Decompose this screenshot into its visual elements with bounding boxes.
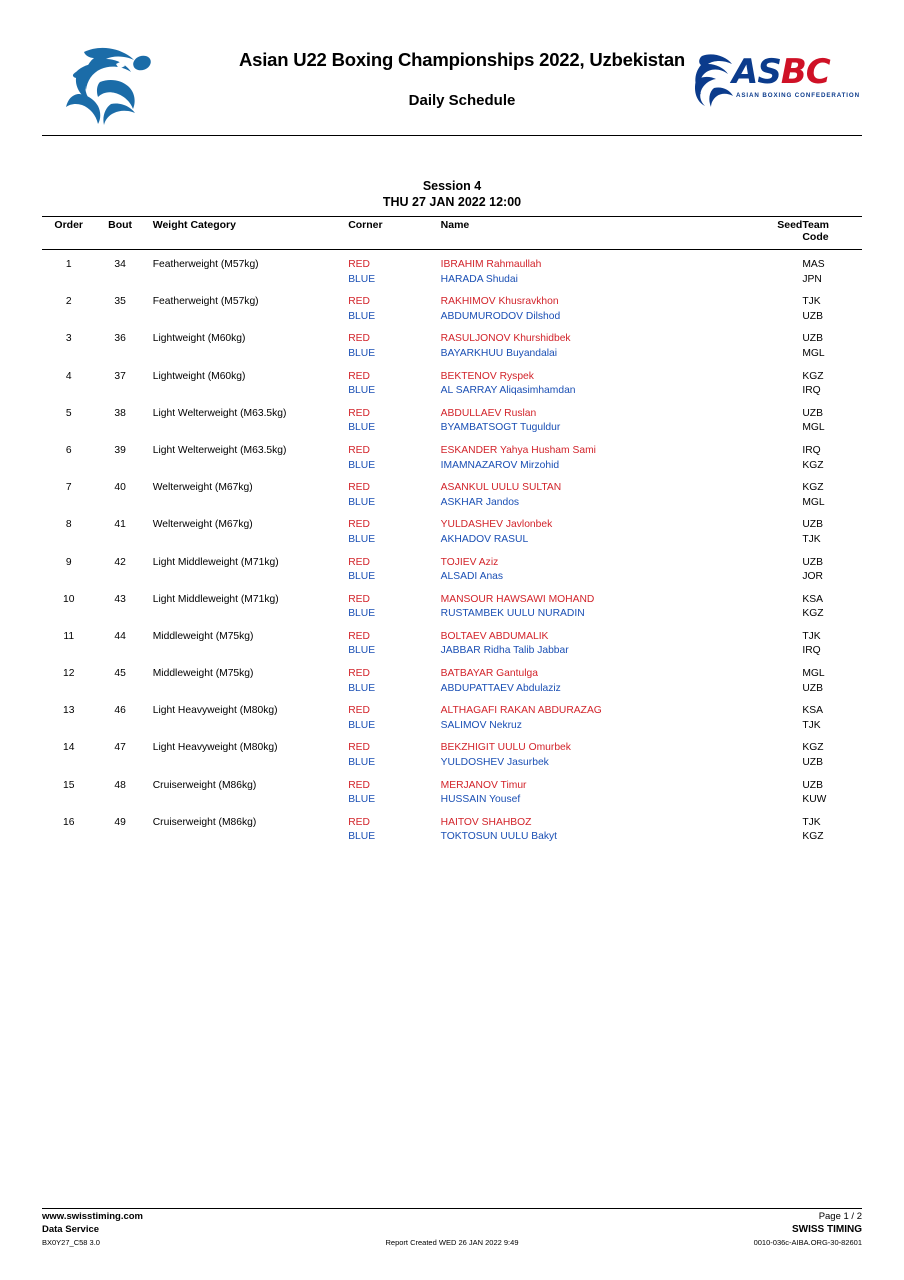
column-header-team-code (802, 217, 862, 250)
seed-red (739, 370, 803, 385)
team-code-red: KGZ (802, 370, 824, 382)
session-datetime: THU 27 JAN 2022 12:00 (382, 195, 522, 209)
team-code-red: UZB (802, 407, 823, 419)
column-header-bout: Bout (95, 217, 144, 250)
corner-blue-label: BLUE (348, 682, 376, 694)
corner-red-label: RED (348, 742, 370, 754)
boxer-name-red: ALTHAGAFI RAKAN ABDURAZAG (440, 705, 602, 717)
corner-red-label: RED (348, 259, 370, 270)
table-row (42, 585, 862, 622)
cell-bout: 39 (114, 444, 126, 456)
cell-bout: 41 (114, 519, 126, 531)
cell-name (441, 250, 739, 288)
cell-seed (739, 287, 803, 324)
cell-order: 11 (63, 630, 75, 642)
seed-blue (739, 719, 803, 734)
cell-corner (348, 771, 440, 808)
seed-red (739, 518, 803, 533)
boxer-name-red: IBRAHIM Rahmaullah (440, 259, 542, 270)
team-code-blue: MGL (802, 496, 825, 508)
cell-bout: 48 (114, 779, 126, 791)
corner-red-label: RED (348, 519, 370, 531)
boxer-name-blue: SALIMOV Nekruz (440, 719, 522, 731)
seed-red (739, 332, 803, 347)
boxer-name-blue: IMAMNAZAROV Mirzohid (440, 459, 560, 471)
table-row (42, 548, 862, 585)
team-code-red: MAS (802, 259, 825, 270)
boxer-name-blue: ASKHAR Jandos (440, 496, 520, 508)
cell-team-code (802, 771, 862, 808)
session-name: Session 4 (422, 179, 482, 193)
corner-blue-label: BLUE (348, 831, 376, 843)
cell-seed (739, 659, 803, 696)
cell-bout: 35 (114, 296, 126, 308)
seed-blue (739, 384, 803, 399)
cell-team-code (802, 287, 862, 324)
corner-red-label: RED (348, 482, 370, 494)
cell-name (441, 287, 739, 324)
boxer-name-red: RAKHIMOV Khusravkhon (440, 296, 559, 308)
team-code-red: KGZ (802, 742, 824, 754)
cell-seed (739, 510, 803, 547)
cell-order: 13 (62, 705, 75, 717)
column-header-corner: Corner (348, 217, 440, 250)
table-row (42, 287, 862, 324)
team-code-blue: IRQ (802, 645, 821, 657)
table-row (42, 362, 862, 399)
cell-weight-category: Lightweight (M60kg) (152, 370, 246, 382)
corner-blue-label: BLUE (348, 719, 376, 731)
cell-team-code (802, 696, 862, 733)
corner-blue-label: BLUE (348, 459, 376, 471)
cell-corner (348, 436, 440, 473)
cell-seed (739, 473, 803, 510)
cell-seed (739, 585, 803, 622)
cell-seed (739, 436, 803, 473)
team-code-red: TJK (802, 816, 821, 828)
cell-weight-category: Cruiserweight (M86kg) (152, 816, 257, 828)
cell-order: 8 (65, 519, 72, 531)
corner-blue-label: BLUE (348, 608, 376, 620)
cell-order: 2 (65, 296, 72, 308)
footer-brand: SWISS TIMING (792, 1224, 862, 1235)
asbc-letter-a: A (732, 52, 758, 92)
team-code-blue: KUW (802, 794, 827, 806)
seed-red (739, 258, 803, 273)
boxer-name-blue: JABBAR Ridha Talib Jabbar (440, 645, 569, 657)
corner-blue-label: BLUE (348, 794, 376, 806)
team-code-blue: KGZ (802, 459, 824, 471)
cell-order: 12 (62, 668, 75, 680)
table-row (42, 808, 862, 845)
table-row (42, 659, 862, 696)
team-code-blue: JOR (802, 571, 823, 583)
cell-corner (348, 324, 440, 361)
boxer-name-red: BOLTAEV ABDUMALIK (440, 630, 549, 642)
cell-name (441, 510, 739, 547)
cell-weight-category: Featherweight (M57kg) (152, 259, 259, 270)
boxer-name-blue: YULDOSHEV Jasurbek (440, 757, 549, 769)
footer-page-number: Page 1 / 2 (818, 1211, 862, 1222)
table-row (42, 399, 862, 436)
cell-team-code (802, 436, 862, 473)
team-code-red: UZB (802, 556, 823, 568)
boxer-name-blue: ABDUMURODOV Dilshod (440, 310, 561, 322)
cell-seed (739, 808, 803, 845)
cell-team-code (802, 324, 862, 361)
cell-seed (739, 696, 803, 733)
cell-weight-category: Light Heavyweight (M80kg) (152, 742, 278, 754)
boxer-name-blue: RUSTAMBEK UULU NURADIN (440, 608, 585, 620)
corner-red-label: RED (348, 407, 370, 419)
cell-corner (348, 622, 440, 659)
seed-red (739, 779, 803, 794)
cell-name (441, 733, 739, 770)
cell-team-code (802, 399, 862, 436)
cell-team-code (802, 362, 862, 399)
team-code-red: UZB (802, 779, 823, 791)
table-header-row (42, 217, 862, 250)
team-code-red: KSA (802, 705, 823, 717)
team-code-blue: KGZ (802, 831, 824, 843)
cell-team-code (802, 733, 862, 770)
header-divider (42, 135, 862, 136)
seed-blue (739, 607, 803, 622)
boxer-name-red: ESKANDER Yahya Husham Sami (440, 444, 596, 456)
boxer-name-red: MERJANOV Timur (440, 779, 527, 791)
cell-team-code (802, 659, 862, 696)
corner-red-label: RED (348, 444, 370, 456)
cell-bout: 40 (114, 482, 126, 494)
cell-seed (739, 250, 803, 288)
cell-weight-category: Middleweight (M75kg) (152, 668, 254, 680)
seed-blue (739, 347, 803, 362)
corner-red-label: RED (348, 668, 370, 680)
column-header-weight-category: Weight Category (145, 217, 348, 250)
team-code-blue: TJK (802, 719, 821, 731)
boxer-name-red: MANSOUR HAWSAWI MOHAND (440, 593, 595, 605)
seed-blue (739, 570, 803, 585)
schedule-table (42, 216, 862, 845)
cell-bout: 47 (114, 742, 126, 754)
cell-seed (739, 399, 803, 436)
header-title-block (182, 48, 742, 110)
boxer-name-red: TOJIEV Aziz (440, 556, 499, 568)
cell-bout: 44 (114, 630, 126, 642)
footer-doc-code: BX0Y27_C58 3.0 (42, 1238, 100, 1247)
table-row (42, 473, 862, 510)
team-code-red: UZB (802, 519, 823, 531)
cell-name (441, 585, 739, 622)
footer-divider (42, 1208, 862, 1209)
boxer-name-red: BEKZHIGIT UULU Omurbek (440, 742, 571, 754)
seed-blue (739, 496, 803, 511)
boxer-name-red: ASANKUL UULU SULTAN (440, 482, 562, 494)
cell-bout: 46 (114, 705, 126, 717)
table-row (42, 771, 862, 808)
cell-order: 5 (65, 407, 72, 419)
boxer-name-blue: AL SARRAY Aliqasimhamdan (440, 385, 576, 397)
team-code-blue: KGZ (802, 608, 824, 620)
cell-corner (348, 250, 440, 288)
cell-team-code (802, 473, 862, 510)
asbc-wordmark (732, 54, 830, 90)
cell-order: 1 (65, 259, 72, 270)
team-code-red: IRQ (802, 444, 821, 456)
cell-name (441, 696, 739, 733)
team-code-blue: JPN (802, 273, 822, 285)
seed-blue (739, 682, 803, 697)
cell-corner (348, 585, 440, 622)
cell-corner (348, 808, 440, 845)
cell-weight-category: Welterweight (M67kg) (152, 519, 253, 531)
boxer-name-blue: ABDUPATTAEV Abdulaziz (440, 682, 561, 694)
cell-name (441, 548, 739, 585)
corner-red-label: RED (348, 556, 370, 568)
team-code-blue: MGL (802, 347, 825, 359)
corner-red-label: RED (348, 630, 370, 642)
team-code-red: TJK (802, 630, 821, 642)
corner-blue-label: BLUE (348, 757, 376, 769)
cell-weight-category: Light Middleweight (M71kg) (152, 593, 279, 605)
column-header-order: Order (42, 217, 95, 250)
seed-red (739, 704, 803, 719)
asbc-logo-icon (692, 52, 862, 110)
boxer-name-blue: AKHADOV RASUL (440, 533, 529, 545)
corner-blue-label: BLUE (348, 533, 376, 545)
cell-bout: 49 (114, 816, 126, 828)
seed-red (739, 741, 803, 756)
cell-bout: 38 (114, 407, 126, 419)
column-header-seed: Seed (739, 217, 803, 250)
team-code-red: KSA (802, 593, 823, 605)
cell-name (441, 399, 739, 436)
boxer-name-blue: TOKTOSUN UULU Bakyt (440, 831, 557, 843)
seed-red (739, 481, 803, 496)
boxer-name-blue: HUSSAIN Yousef (440, 794, 521, 806)
cell-weight-category: Welterweight (M67kg) (152, 482, 253, 494)
cell-team-code (802, 510, 862, 547)
table-row (42, 622, 862, 659)
corner-red-label: RED (348, 816, 370, 828)
team-code-blue: UZB (802, 310, 823, 322)
team-code-red: KGZ (802, 482, 824, 494)
cell-corner (348, 696, 440, 733)
cell-corner (348, 548, 440, 585)
footer-ref-code: 0010-036c-AIBA.ORG-30-82601 (753, 1238, 862, 1247)
corner-red-label: RED (348, 333, 370, 345)
cell-seed (739, 362, 803, 399)
cell-bout: 43 (114, 593, 126, 605)
corner-blue-label: BLUE (348, 273, 376, 285)
table-row (42, 510, 862, 547)
cell-bout: 42 (114, 556, 126, 568)
asbc-letter-b: B (780, 52, 806, 92)
cell-order: 15 (62, 779, 75, 791)
boxer-name-blue: ALSADI Anas (440, 571, 504, 583)
table-row (42, 250, 862, 288)
cell-name (441, 324, 739, 361)
championship-emblem-icon (56, 42, 166, 132)
seed-red (739, 630, 803, 645)
cell-weight-category: Light Heavyweight (M80kg) (152, 705, 278, 717)
cell-order: 7 (65, 482, 72, 494)
document-header (42, 26, 862, 136)
team-code-red: MGL (802, 668, 825, 680)
cell-weight-category: Featherweight (M57kg) (152, 296, 259, 308)
column-header-name: Name (441, 217, 739, 250)
seed-red (739, 593, 803, 608)
cell-name (441, 473, 739, 510)
seed-blue (739, 830, 803, 845)
cell-corner (348, 399, 440, 436)
seed-blue (739, 273, 803, 288)
corner-red-label: RED (348, 593, 370, 605)
cell-bout: 34 (114, 259, 126, 270)
cell-corner (348, 362, 440, 399)
cell-team-code (802, 808, 862, 845)
cell-order: 6 (65, 444, 72, 456)
cell-weight-category: Lightweight (M60kg) (152, 333, 246, 345)
footer-data-service: Data Service (42, 1224, 100, 1235)
session-block (0, 178, 904, 210)
cell-team-code (802, 622, 862, 659)
cell-name (441, 808, 739, 845)
cell-bout: 45 (114, 668, 126, 680)
page-subtitle: Daily Schedule (408, 92, 516, 109)
seed-blue (739, 310, 803, 325)
seed-red (739, 667, 803, 682)
schedule-table-wrap (42, 216, 862, 845)
cell-bout: 37 (114, 370, 126, 382)
column-header-team-line2: Code (802, 230, 829, 243)
cell-weight-category: Middleweight (M75kg) (152, 630, 254, 642)
cell-corner (348, 287, 440, 324)
team-code-red: UZB (802, 333, 823, 345)
boxer-name-blue: BYAMBATSOGT Tuguldur (440, 422, 561, 434)
cell-order: 9 (65, 556, 72, 568)
corner-blue-label: BLUE (348, 310, 376, 322)
seed-blue (739, 644, 803, 659)
cell-seed (739, 771, 803, 808)
boxer-name-red: RASULJONOV Khurshidbek (440, 333, 571, 345)
corner-blue-label: BLUE (348, 385, 376, 397)
seed-blue (739, 421, 803, 436)
cell-order: 4 (65, 370, 72, 382)
table-body (42, 250, 862, 846)
footer-website[interactable]: www.swisstiming.com (42, 1211, 144, 1222)
asbc-letter-c: C (805, 52, 830, 92)
cell-seed (739, 622, 803, 659)
corner-red-label: RED (348, 370, 370, 382)
boxer-name-red: YULDASHEV Javlonbek (440, 519, 553, 531)
corner-blue-label: BLUE (348, 422, 376, 434)
table-header (42, 217, 862, 250)
boxer-name-blue: HARADA Shudai (440, 273, 518, 285)
cell-order: 3 (65, 333, 72, 345)
cell-weight-category: Light Welterweight (M63.5kg) (152, 407, 287, 419)
cell-name (441, 771, 739, 808)
corner-blue-label: BLUE (348, 496, 376, 508)
team-code-blue: MGL (802, 422, 825, 434)
cell-team-code (802, 585, 862, 622)
seed-blue (739, 793, 803, 808)
cell-corner (348, 733, 440, 770)
footer-report-created: Report Created WED 26 JAN 2022 9:49 (385, 1238, 519, 1247)
cell-team-code (802, 548, 862, 585)
cell-order: 10 (62, 593, 75, 605)
cell-seed (739, 548, 803, 585)
team-code-blue: TJK (802, 533, 821, 545)
seed-red (739, 407, 803, 422)
cell-weight-category: Light Welterweight (M63.5kg) (152, 444, 287, 456)
boxer-name-red: ABDULLAEV Ruslan (440, 407, 537, 419)
cell-weight-category: Cruiserweight (M86kg) (152, 779, 257, 791)
asbc-tagline: ASIAN BOXING CONFEDERATION (736, 92, 861, 99)
team-code-blue: UZB (802, 757, 823, 769)
team-code-red: TJK (802, 296, 821, 308)
table-row (42, 696, 862, 733)
boxer-name-red: BATBAYAR Gantulga (440, 668, 538, 680)
seed-red (739, 556, 803, 571)
cell-seed (739, 733, 803, 770)
seed-blue (739, 756, 803, 771)
corner-red-label: RED (348, 779, 370, 791)
cell-name (441, 659, 739, 696)
seed-blue (739, 459, 803, 474)
cell-weight-category: Light Middleweight (M71kg) (152, 556, 279, 568)
cell-corner (348, 659, 440, 696)
page-title: Asian U22 Boxing Championships 2022, Uzbekistan (238, 49, 686, 70)
seed-red (739, 816, 803, 831)
boxer-name-red: BEKTENOV Ryspek (440, 370, 534, 382)
seed-red (739, 444, 803, 459)
corner-red-label: RED (348, 705, 370, 717)
table-row (42, 436, 862, 473)
cell-bout: 36 (114, 333, 126, 345)
table-row (42, 733, 862, 770)
corner-blue-label: BLUE (348, 347, 376, 359)
corner-blue-label: BLUE (348, 645, 376, 657)
cell-seed (739, 324, 803, 361)
cell-corner (348, 510, 440, 547)
corner-blue-label: BLUE (348, 571, 376, 583)
asbc-letter-s: S (757, 52, 781, 92)
boxer-name-blue: BAYARKHUU Buyandalai (440, 347, 558, 359)
cell-name (441, 362, 739, 399)
team-code-blue: IRQ (802, 385, 821, 397)
table-row (42, 324, 862, 361)
seed-blue (739, 533, 803, 548)
seed-red (739, 295, 803, 310)
cell-name (441, 436, 739, 473)
corner-red-label: RED (348, 296, 370, 308)
team-code-blue: UZB (802, 682, 823, 694)
cell-corner (348, 473, 440, 510)
column-header-team-line1: Team (802, 219, 829, 231)
boxer-name-red: HAITOV SHAHBOZ (440, 816, 532, 828)
cell-team-code (802, 250, 862, 288)
cell-order: 16 (62, 816, 75, 828)
cell-order: 14 (62, 742, 75, 754)
cell-name (441, 622, 739, 659)
